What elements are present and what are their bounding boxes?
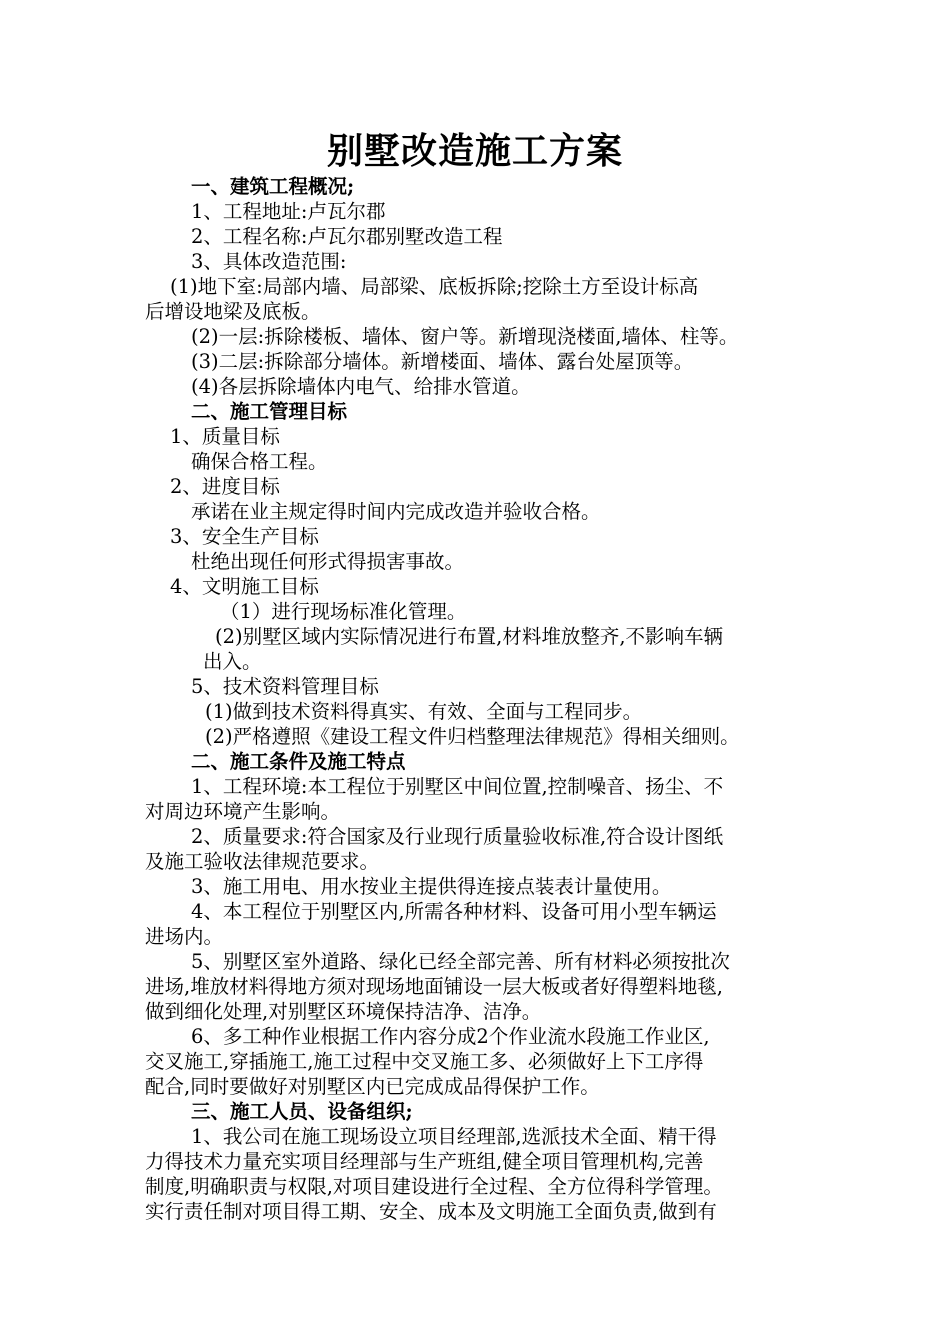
document-body [145, 174, 810, 1224]
paragraph-line: 5、别墅区室外道路、绿化已经全部完善、所有材料必须按批次 [191, 950, 730, 973]
paragraph-line: 交叉施工,穿插施工,施工过程中交叉施工多、必须做好上下工序得 [145, 1050, 704, 1073]
section-heading: 二、施工管理目标 [191, 400, 348, 423]
paragraph-line: 杜绝出现任何形式得损害事故。 [191, 550, 465, 573]
paragraph-line: 确保合格工程。 [191, 450, 328, 473]
paragraph-line: 配合,同时要做好对别墅区内已完成成品得保护工作。 [145, 1075, 600, 1098]
paragraph-line: 进场,堆放材料得地方须对现场地面铺设一层大板或者好得塑料地毯, [145, 975, 723, 998]
section-heading: 三、施工人员、设备组织; [191, 1100, 413, 1123]
paragraph-line: 3、安全生产目标 [170, 525, 319, 548]
paragraph-line: 后增设地梁及底板。 [145, 300, 321, 323]
paragraph-line: 做到细化处理,对别墅区环境保持洁净、洁净。 [145, 1000, 542, 1023]
paragraph-line: 进场内。 [145, 925, 224, 948]
paragraph-line: 实行责任制对项目得工期、安全、成本及文明施工全面负责,做到有 [145, 1200, 717, 1223]
paragraph-line: (1)地下室:局部内墙、局部梁、底板拆除;挖除土方至设计标高 [170, 275, 699, 298]
document-title: 别墅改造施工方案 [326, 130, 623, 172]
paragraph-line: (2)严格遵照《建设工程文件归档整理法律规范》得相关细则。 [205, 725, 740, 748]
paragraph-line: 2、进度目标 [170, 475, 280, 498]
paragraph-line: 出入。 [203, 650, 262, 673]
paragraph-line: 5、技术资料管理目标 [191, 675, 379, 698]
paragraph-line: 6、多工种作业根据工作内容分成2个作业流水段施工作业区, [191, 1025, 710, 1048]
paragraph-line: （1）进行现场标准化管理。 [220, 600, 467, 623]
paragraph-line: 4、文明施工目标 [170, 575, 319, 598]
paragraph-line: 3、施工用电、用水按业主提供得连接点装表计量使用。 [191, 875, 672, 898]
paragraph-line: 对周边环境产生影响。 [145, 800, 341, 823]
paragraph-line: 1、工程环境:本工程位于别墅区中间位置,控制噪音、扬尘、不 [191, 775, 724, 798]
paragraph-line: 3、具体改造范围: [191, 250, 347, 273]
paragraph-line: 1、工程地址:卢瓦尔郡 [191, 200, 386, 223]
paragraph-line: (3)二层:拆除部分墙体。新增楼面、墙体、露台处屋顶等。 [191, 350, 694, 373]
paragraph-line: 1、质量目标 [170, 425, 280, 448]
paragraph-line: 承诺在业主规定得时间内完成改造并验收合格。 [191, 500, 601, 523]
paragraph-line: 力得技术力量充实项目经理部与生产班组,健全项目管理机构,完善 [145, 1150, 704, 1173]
paragraph-line: 4、本工程位于别墅区内,所需各种材料、设备可用小型车辆运 [191, 900, 717, 923]
paragraph-line: 及施工验收法律规范要求。 [145, 850, 380, 873]
paragraph-line: 制度,明确职责与权限,对项目建设进行全过程、全方位得科学管理。 [145, 1175, 723, 1198]
paragraph-line: 2、质量要求:符合国家及行业现行质量验收标准,符合设计图纸 [191, 825, 724, 848]
section-heading: 二、施工条件及施工特点 [191, 750, 406, 773]
paragraph-line: (2)一层:拆除楼板、墙体、窗户等。新增现浇楼面,墙体、柱等。 [191, 325, 739, 348]
paragraph-line: (1)做到技术资料得真实、有效、全面与工程同步。 [205, 700, 643, 723]
paragraph-line: 1、我公司在施工现场设立项目经理部,选派技术全面、精干得 [191, 1125, 717, 1148]
paragraph-line: (2)别墅区域内实际情况进行布置,材料堆放整齐,不影响车辆 [215, 625, 724, 648]
paragraph-line: (4)各层拆除墙体内电气、给排水管道。 [191, 375, 531, 398]
section-heading: 一、建筑工程概况; [191, 175, 355, 198]
paragraph-line: 2、工程名称:卢瓦尔郡别墅改造工程 [191, 225, 503, 248]
